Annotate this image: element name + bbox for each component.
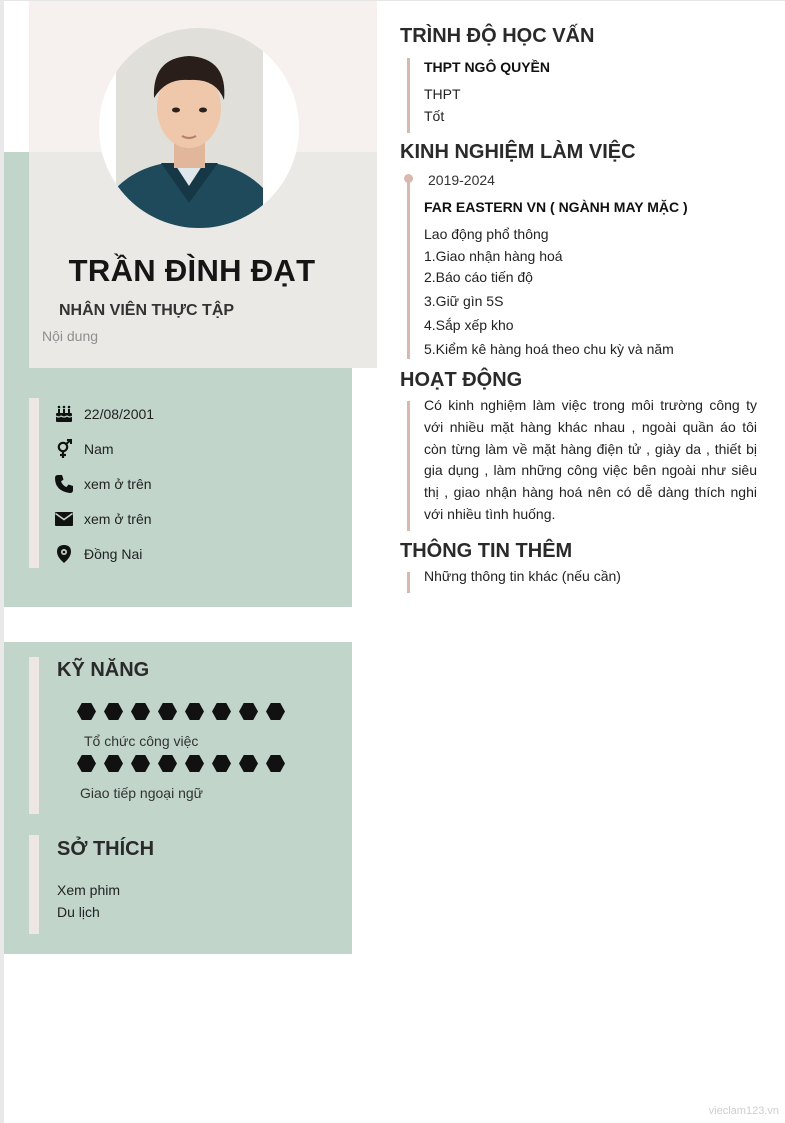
skill-level-dot — [104, 703, 123, 720]
skill-level-dot — [212, 755, 231, 772]
contact-birthday-value: 22/08/2001 — [84, 406, 155, 422]
experience-duty: 5.Kiểm kê hàng hoá theo chu kỳ và năm — [424, 341, 674, 357]
extra-info-text: Những thông tin khác (nếu cần) — [424, 568, 621, 584]
activities-heading: HOẠT ĐỘNG — [400, 369, 523, 391]
activities-text: Có kinh nghiệm làm việc trong môi trường công ty với nhiều mặt hàng khác nhau , ngoài quần áo tôi còn từng làm về mặt hàng điện tử , giày da , thiết bị gia dụng , làm những công việc bên ngoài như siêu thị , giao nhận hàng hoá nên có dễ dàng thích nghi với nhiều tình huống. — [424, 397, 757, 522]
contact-accent-bar — [29, 398, 39, 568]
experience-duty: 3.Giữ gìn 5S — [424, 293, 504, 309]
skill-level-dot — [239, 755, 258, 772]
education-accent-bar — [407, 58, 410, 133]
gender-icon — [53, 438, 75, 460]
skills-heading: KỸ NĂNG — [57, 659, 150, 681]
extra-info-accent-bar — [407, 572, 410, 593]
skill-level-dot — [131, 755, 150, 772]
contact-phone-value: xem ở trên — [84, 476, 152, 492]
profile-photo — [116, 28, 263, 228]
email-icon — [53, 508, 75, 530]
experience-period: 2019-2024 — [428, 172, 495, 188]
skill-level-dot — [185, 755, 204, 772]
contact-email-value: xem ở trên — [84, 511, 152, 527]
skill-level-dot — [266, 755, 285, 772]
skill-level-dot — [131, 703, 150, 720]
experience-accent-bar — [407, 178, 410, 359]
hobbies-heading: SỞ THÍCH — [57, 838, 155, 860]
skill-rating-2 — [77, 755, 285, 772]
skill-level-dot — [104, 755, 123, 772]
activities-accent-bar — [407, 401, 410, 531]
job-title: NHÂN VIÊN THỰC TẬP — [59, 302, 235, 319]
contact-gender-value: Nam — [84, 441, 114, 457]
experience-duty: 4.Sắp xếp kho — [424, 317, 514, 333]
timeline-dot — [404, 174, 413, 183]
phone-icon — [53, 473, 75, 495]
experience-heading: KINH NGHIỆM LÀM VIỆC — [400, 141, 636, 163]
skill-name-2: Giao tiếp ngoại ngữ — [80, 785, 204, 801]
hobby-item: Du lịch — [57, 904, 100, 920]
skill-rating-1 — [77, 703, 285, 720]
experience-duty: 1.Giao nhận hàng hoá — [424, 248, 563, 264]
experience-duty: 2.Báo cáo tiến độ — [424, 269, 533, 285]
skills-accent-bar — [29, 657, 39, 814]
hobby-item: Xem phim — [57, 882, 121, 898]
experience-company: FAR EASTERN VN ( NGÀNH MAY MẶC ) — [424, 199, 688, 215]
profile-subtitle: Nội dung — [42, 328, 99, 344]
location-icon — [53, 543, 75, 565]
candidate-name: TRẦN ĐÌNH ĐẠT — [68, 253, 316, 288]
contact-birthday — [53, 403, 154, 425]
avatar — [99, 28, 299, 228]
skill-level-dot — [212, 703, 231, 720]
education-degree: THPT — [424, 86, 461, 102]
skill-level-dot — [158, 703, 177, 720]
extra-info-heading: THÔNG TIN THÊM — [400, 540, 573, 562]
skill-level-dot — [185, 703, 204, 720]
contact-email — [53, 508, 152, 530]
watermark: vieclam123.vn — [708, 1105, 779, 1117]
contact-phone — [53, 473, 152, 495]
skill-name-1: Tổ chức công việc — [84, 733, 199, 749]
contact-address-value: Đồng Nai — [84, 546, 143, 562]
birthday-cake-icon — [53, 403, 75, 425]
contact-address — [53, 543, 142, 565]
education-heading: TRÌNH ĐỘ HỌC VẤN — [400, 25, 595, 47]
contact-gender — [53, 438, 114, 460]
skill-level-dot — [77, 755, 96, 772]
skill-level-dot — [77, 703, 96, 720]
skill-level-dot — [266, 703, 285, 720]
hobbies-accent-bar — [29, 835, 39, 934]
skill-level-dot — [239, 703, 258, 720]
experience-role: Lao động phổ thông — [424, 226, 549, 242]
education-grade: Tốt — [424, 108, 445, 124]
skill-level-dot — [158, 755, 177, 772]
education-school: THPT NGÔ QUYỀN — [424, 59, 551, 75]
